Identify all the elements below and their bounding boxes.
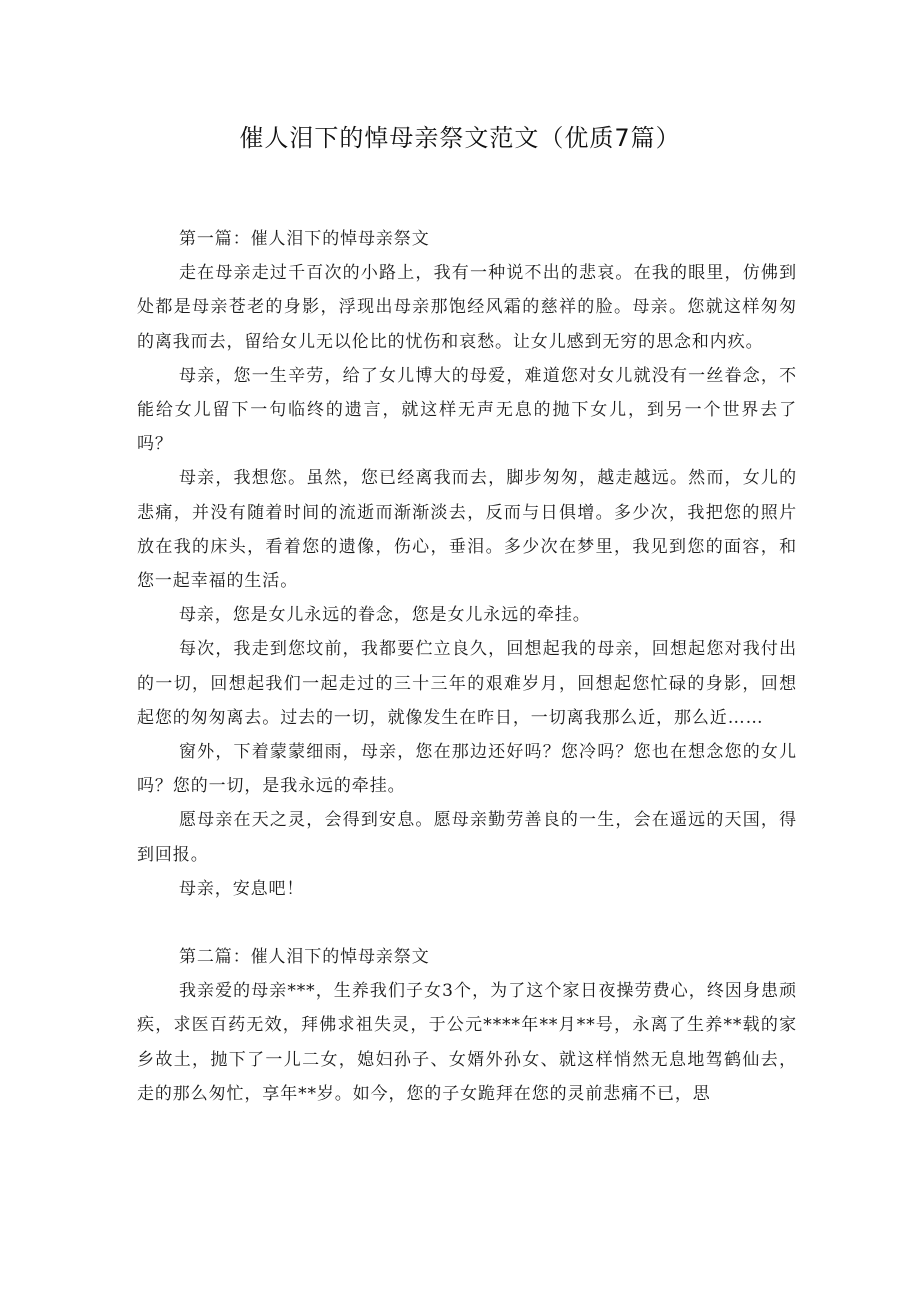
document-body [137, 222, 797, 1111]
section-1 [137, 222, 797, 906]
section-heading: 第二篇：催人泪下的悼母亲祭文 [179, 947, 430, 968]
paragraph: 走在母亲走过千百次的小路上，我有一种说不出的悲哀。在我的眼里，仿佛到处都是母亲苍老的身影，浮现出母亲那饱经风霜的慈祥的脸。母亲。您就这样匆匆的离我而去，留给女儿无以伦比的忧伤和哀愁。让女儿感到无穷的思念和内疚。 [137, 263, 797, 352]
section-spacer [137, 906, 797, 940]
paragraph: 母亲，您是女儿永远的眷念，您是女儿永远的牵挂。 [179, 605, 591, 626]
paragraph: 我亲爱的母亲***，生养我们子女3个，为了这个家日夜操劳费心，终因身患顽疾，求医百药无效，拜佛求祖失灵，于公元****年**月**号，永离了生养**载的家乡故土，抛下了一儿二女，媳妇孙子、女婿外孙女、就这样悄然无息地驾鹤仙去，走的那么匆忙，享年**岁。如今，您的子女跪拜在您的灵前悲痛不已，思 [137, 981, 797, 1104]
paragraph: 每次，我走到您坟前，我都要伫立良久，回想起我的母亲，回想起您对我付出的一切，回想起我们一起走过的三十三年的艰难岁月，回想起您忙碌的身影，回想起您的匆匆离去。过去的一切，就像发生在昨日，一切离我那么近，那么近…… [137, 639, 797, 728]
paragraph: 愿母亲在天之灵，会得到安息。愿母亲勤劳善良的一生，会在遥远的天国，得到回报。 [137, 810, 797, 865]
section-heading: 第一篇：催人泪下的悼母亲祭文 [179, 229, 430, 249]
paragraph: 母亲，您一生辛劳，给了女儿博大的母爱，难道您对女儿就没有一丝眷念，不能给女儿留下一句临终的遗言，就这样无声无息的抛下女儿，到另一个世界去了吗？ [137, 365, 797, 455]
document-title: 催人泪下的悼母亲祭文范文（优质7篇） [239, 124, 681, 152]
section-2 [137, 940, 797, 1111]
paragraph: 窗外，下着蒙蒙细雨，母亲，您在那边还好吗？您冷吗？您也在想念您的女儿吗？您的一切，是我永远的牵挂。 [137, 742, 797, 797]
paragraph: 母亲，我想您。虽然，您已经离我而去，脚步匆匆，越走越远。然而，女儿的悲痛，并没有随着时间的流逝而渐渐淡去，反而与日俱增。多少次，我把您的照片放在我的床头，看着您的遗像，伤心，垂泪。多少次在梦里，我见到您的面容，和您一起幸福的生活。 [137, 468, 797, 592]
paragraph: 母亲，安息吧！ [179, 878, 305, 899]
